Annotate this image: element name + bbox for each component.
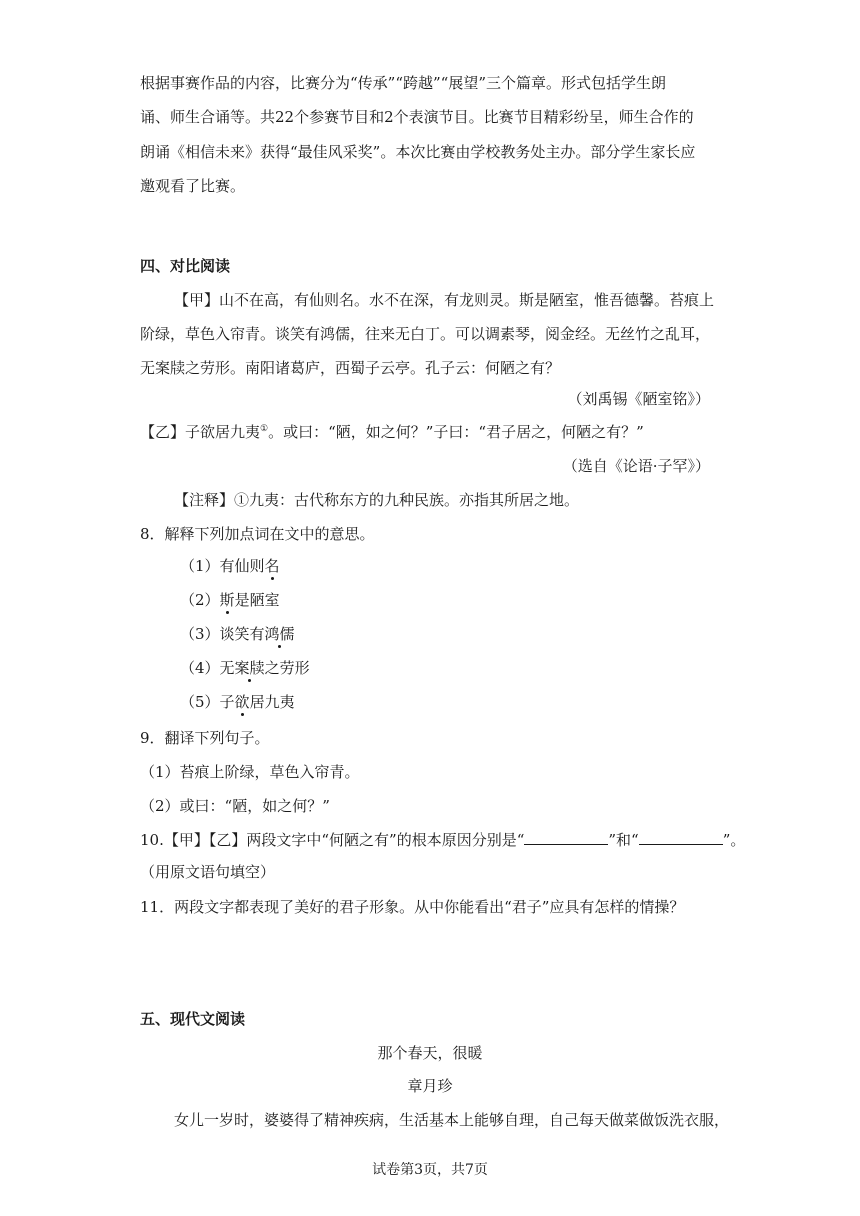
- article-first-line: 女儿一岁时，婆婆得了精神疾病，生活基本上能够自理，自己每天做菜做饭洗衣服，: [174, 1111, 730, 1129]
- q8-stem: 8．解释下列加点词在文中的意思。: [140, 525, 375, 543]
- answer-blank-1[interactable]: [524, 830, 608, 845]
- q10-text: ”和“: [608, 831, 639, 849]
- q9-stem: 9．翻译下列句子。: [140, 729, 270, 747]
- q8-item-text: （5）子: [180, 693, 235, 711]
- q8-item-text: （1）有仙则: [180, 557, 265, 575]
- q8-item-4: [180, 658, 310, 678]
- q9-item-2: （2）或曰：“陋，如之何？”: [140, 797, 330, 815]
- jia-line-3: 无案牍之劳形。南阳诸葛庐，西蜀子云亭。孔子云：何陋之有？: [140, 359, 561, 377]
- yi-line: [140, 422, 644, 442]
- note-mark: ①: [260, 424, 269, 434]
- q8-item-1: [180, 556, 280, 576]
- q10-line: [140, 830, 745, 850]
- yi-source: （选自《论语·子罕》）: [562, 457, 710, 475]
- q11-stem: 11．两段文字都表现了美好的君子形象。从中你能看出“君子”应具有怎样的情操？: [140, 898, 685, 916]
- dotted-word: 斯: [219, 591, 235, 609]
- article-title: 那个春天，很暖: [377, 1044, 483, 1062]
- article-author: 章月珍: [407, 1077, 453, 1095]
- intro-line-2: 诵、师生合诵等。共22个参赛节目和2个表演节目。比赛节目精彩纷呈，师生合作的: [140, 108, 694, 126]
- dotted-word: 名: [264, 557, 280, 575]
- q10-text: ”。: [722, 831, 746, 849]
- q8-item-text: （2）: [180, 591, 220, 609]
- jia-source: （刘禹锡《陋室铭》）: [567, 390, 710, 408]
- yi-suffix: 。或曰：“陋，如之何？”子曰：“君子居之，何陋之有？”: [268, 423, 644, 441]
- q8-item-text: （4）无: [180, 659, 235, 677]
- intro-line-4: 邀观看了比赛。: [140, 177, 246, 195]
- q8-item-text: 居九夷: [249, 693, 295, 711]
- q8-item-2: [180, 590, 280, 610]
- q8-item-text: 之劳形: [264, 659, 310, 677]
- q10-hint: （用原文语句填空）: [140, 863, 276, 881]
- q8-item-text: （3）谈笑有: [180, 625, 265, 643]
- q8-item-5: [180, 692, 295, 712]
- q8-item-3: [180, 624, 295, 644]
- section4-title: 四、对比阅读: [140, 257, 231, 275]
- q8-item-text: 是陋室: [234, 591, 280, 609]
- yi-prefix: 【乙】子欲居九夷: [140, 423, 261, 441]
- intro-line-1: 根据事赛作品的内容，比赛分为“传承”“跨越”“展望”三个篇章。形式包括学生朗: [140, 74, 667, 92]
- dotted-word: 欲: [234, 693, 250, 711]
- q10-text: 10.【甲】【乙】两段文字中“何陋之有”的根本原因分别是“: [140, 831, 525, 849]
- page-footer: 试卷第3页，共7页: [372, 1162, 488, 1178]
- annotation: 【注释】①九夷：古代称东方的九种民族。亦指其所居之地。: [174, 491, 580, 509]
- jia-line-1: 【甲】山不在高，有仙则名。水不在深，有龙则灵。斯是陋室，惟吾德馨。苔痕上: [174, 291, 715, 309]
- q9-item-1: （1）苔痕上阶绿，草色入帘青。: [140, 763, 360, 781]
- dotted-word: 鸿儒: [264, 625, 295, 643]
- answer-blank-2[interactable]: [639, 830, 723, 845]
- jia-line-2: 阶绿，草色入帘青。谈笑有鸿儒，往来无白丁。可以调素琴，阅金经。无丝竹之乱耳，: [140, 325, 711, 343]
- intro-line-3: 朗诵《相信未来》获得“最佳风采奖”。本次比赛由学校教务处主办。部分学生家长应: [140, 143, 696, 161]
- section5-title: 五、现代文阅读: [140, 1010, 246, 1028]
- dotted-word: 案牍: [234, 659, 265, 677]
